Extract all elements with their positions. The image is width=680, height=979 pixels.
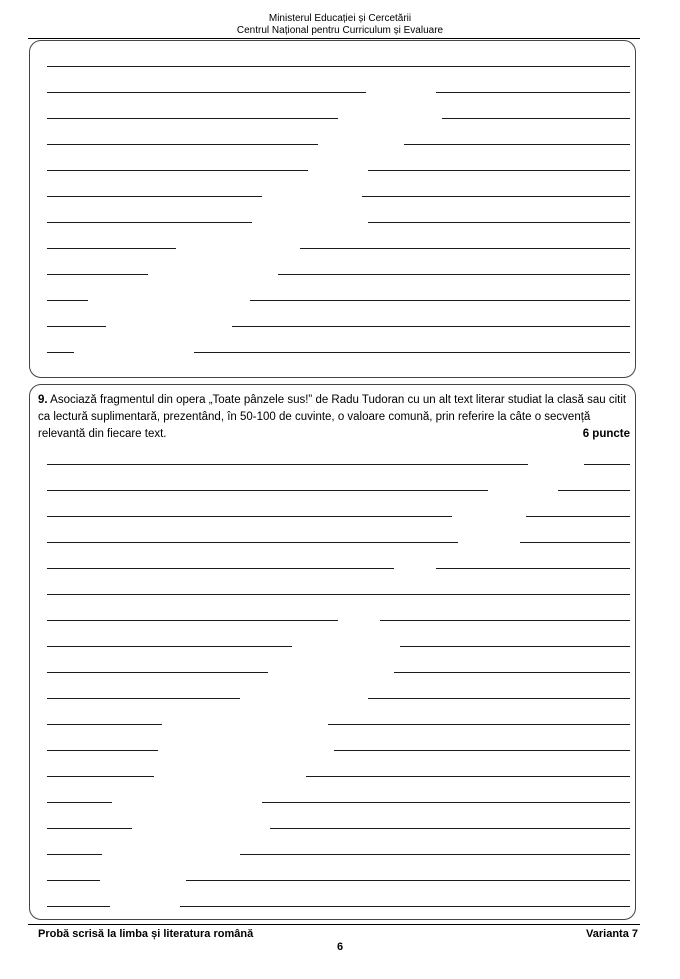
writing-line: [47, 274, 148, 275]
writing-line: [368, 222, 630, 223]
writing-line: [47, 906, 110, 907]
writing-line: [270, 828, 630, 829]
writing-line: [442, 118, 630, 119]
writing-line: [47, 196, 262, 197]
question-prompt: Asociază fragmentul din opera „Toate pânzele sus!” de Radu Tudoran cu un alt text literar studiat la clasă sau citit ca lectură suplimentară, prezentând, în 50-100 de cuvinte, o valoare comună, prin referire la câte o secvență relevantă din fiecare text.: [38, 394, 627, 440]
writing-line: [400, 646, 630, 647]
writing-line: [47, 724, 162, 725]
writing-line: [47, 594, 630, 595]
page-number: 6: [336, 941, 344, 953]
writing-line: [328, 724, 630, 725]
writing-line: [436, 92, 630, 93]
writing-line: [47, 144, 318, 145]
writing-line: [47, 326, 106, 327]
writing-line: [180, 906, 630, 907]
writing-line: [47, 620, 338, 621]
writing-line: [47, 828, 132, 829]
writing-line: [47, 516, 452, 517]
writing-line: [362, 196, 630, 197]
writing-line: [47, 352, 74, 353]
writing-line: [47, 170, 308, 171]
writing-line: [47, 248, 176, 249]
question-number: 9.: [38, 394, 48, 406]
writing-line: [558, 490, 630, 491]
writing-line: [194, 352, 630, 353]
writing-line: [47, 66, 630, 67]
writing-line: [368, 170, 630, 171]
writing-line: [47, 118, 338, 119]
writing-line: [394, 672, 630, 673]
writing-line: [47, 222, 252, 223]
writing-line: [47, 802, 112, 803]
writing-line: [47, 568, 394, 569]
writing-line: [47, 880, 100, 881]
writing-line: [47, 698, 240, 699]
writing-line: [436, 568, 630, 569]
writing-line: [232, 326, 630, 327]
writing-line: [47, 750, 158, 751]
writing-line: [262, 802, 630, 803]
writing-line: [47, 646, 292, 647]
writing-line: [300, 248, 630, 249]
writing-line: [47, 92, 366, 93]
writing-line: [306, 776, 630, 777]
question-9-text: [38, 392, 630, 443]
answer-box-previous[interactable]: [29, 40, 636, 378]
writing-line: [47, 672, 268, 673]
writing-line: [250, 300, 630, 301]
writing-line: [404, 144, 630, 145]
writing-line: [584, 464, 630, 465]
writing-line: [47, 776, 154, 777]
writing-line: [186, 880, 630, 881]
writing-line: [47, 464, 528, 465]
writing-line: [520, 542, 630, 543]
header-rule: [28, 38, 640, 39]
footer-variant: Varianta 7: [586, 928, 638, 940]
header-center: Centrul Național pentru Curriculum și Evaluare: [236, 25, 444, 36]
writing-line: [380, 620, 630, 621]
writing-line: [47, 542, 458, 543]
writing-line: [47, 300, 88, 301]
header-ministry: Ministerul Educației și Cercetării: [268, 13, 412, 24]
footer-exam-title: Probă scrisă la limba și literatura română: [38, 928, 254, 940]
question-points: 6 puncte: [582, 428, 630, 440]
writing-line: [47, 490, 488, 491]
writing-line: [368, 698, 630, 699]
writing-line: [240, 854, 630, 855]
writing-line: [278, 274, 630, 275]
writing-line: [47, 854, 102, 855]
writing-line: [526, 516, 630, 517]
writing-line: [334, 750, 630, 751]
footer-rule: [28, 924, 640, 925]
